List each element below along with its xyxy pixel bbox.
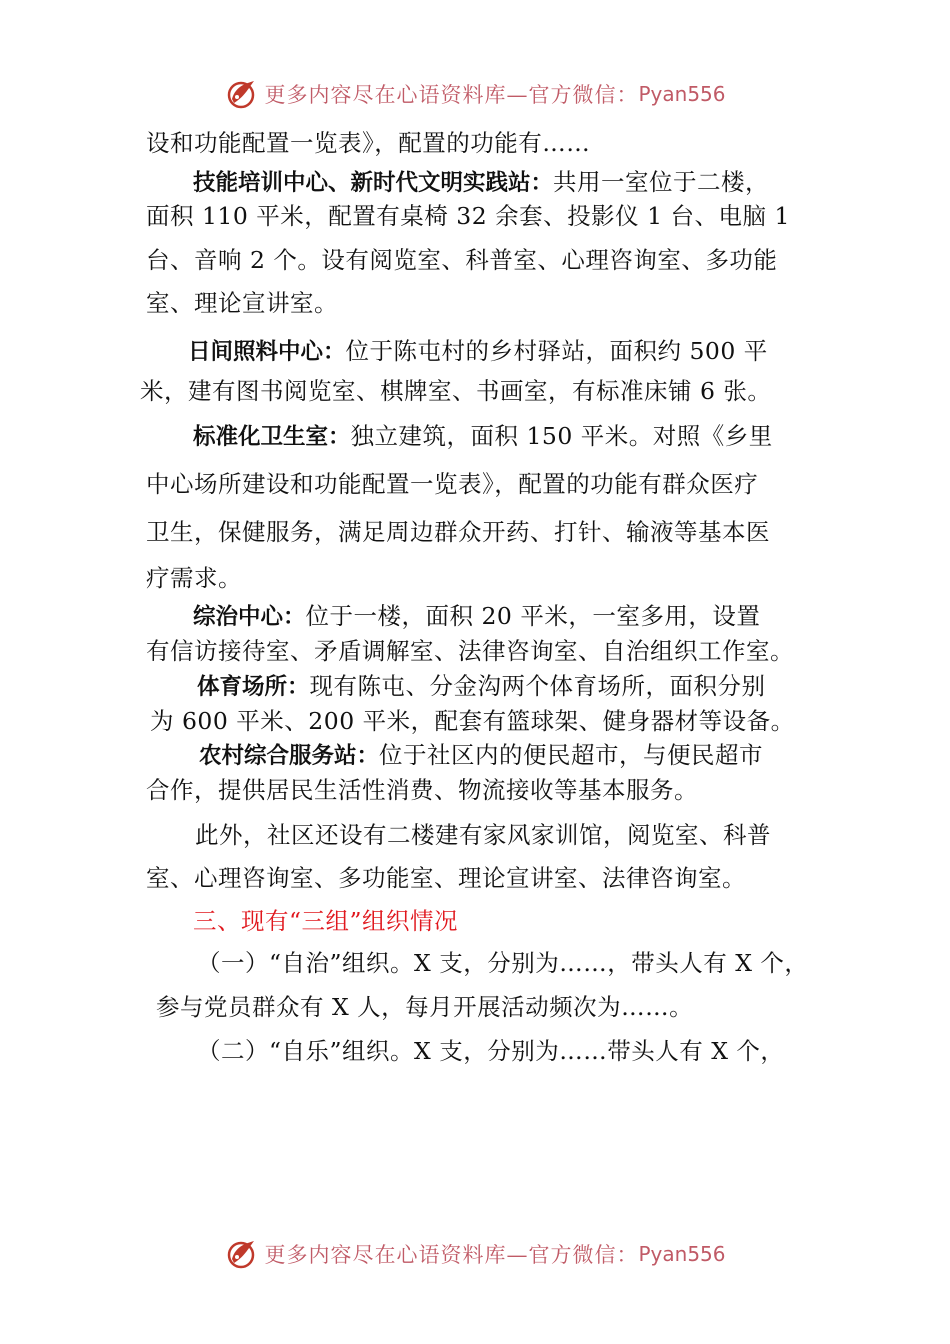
watermark-text: 更多内容尽在心语资料库—官方微信：	[264, 1243, 639, 1267]
text-run: 共用一室位于二楼，	[553, 168, 770, 196]
text-line	[188, 336, 768, 367]
leaf-swirl-logo-icon	[224, 77, 258, 111]
text-line: （一）“自治”组织。X 支，分别为……，带头人有 X 个，	[197, 949, 809, 977]
text-run: 独立建筑，面积 150 平米。对照《乡里	[350, 422, 773, 450]
text-line: 有信访接待室、矛盾调解室、法律咨询室、自治组织工作室。	[146, 637, 794, 665]
text-line: 合作，提供居民生活性消费、物流接收等基本服务。	[146, 776, 698, 804]
text-run: 位于一楼，面积 20 平米，一室多用，设置	[305, 602, 761, 630]
section-label: 日间照料中心：	[188, 339, 346, 365]
text-line: 面积 110 平米，配置有桌椅 32 余套、投影仪 1 台、电脑 1	[146, 202, 790, 230]
text-line: 参与党员群众有 X 人，每月开展活动频次为……。	[156, 993, 694, 1021]
text-run: 位于陈屯村的乡村驿站，面积约 500 平	[345, 337, 768, 365]
section-label: 农村综合服务站：	[199, 743, 380, 769]
text-line: 疗需求。	[146, 564, 242, 592]
watermark-text: 更多内容尽在心语资料库—官方微信：	[264, 83, 639, 107]
text-line: 卫生，保健服务，满足周边群众开药、打针、输液等基本医	[146, 518, 770, 546]
section-heading: 三、现有“三组”组织情况	[193, 907, 459, 935]
text-line: 室、理论宣讲室。	[146, 289, 338, 317]
leaf-swirl-logo-icon	[224, 1237, 258, 1271]
text-line: 米，建有图书阅览室、棋牌室、书画室，有标准床铺 6 张。	[140, 377, 772, 405]
watermark-wechat-id: Pyan556	[638, 1242, 726, 1266]
text-run: 现有陈屯、分金沟两个体育场所，面积分别	[309, 672, 766, 700]
text-line: 室、心理咨询室、多功能室、理论宣讲室、法律咨询室。	[146, 864, 746, 892]
text-line: （二）“自乐”组织。X 支，分别为……带头人有 X 个，	[197, 1037, 785, 1065]
watermark-footer	[0, 1234, 950, 1274]
text-line	[197, 671, 766, 702]
text-line	[193, 421, 773, 452]
section-label: 技能培训中心、新时代文明实践站：	[193, 170, 554, 196]
text-line: 中心场所建设和功能配置一览表》，配置的功能有群众医疗	[146, 470, 759, 498]
section-label: 综治中心：	[193, 604, 306, 630]
text-line: 台、音响 2 个。设有阅览室、科普室、心理咨询室、多功能	[146, 246, 778, 274]
text-line	[199, 740, 763, 771]
text-line	[193, 167, 769, 198]
text-run: 位于社区内的便民超市，与便民超市	[379, 741, 764, 769]
text-line: 此外，社区还设有二楼建有家风家训馆，阅览室、科普	[195, 821, 771, 849]
section-label: 体育场所：	[197, 674, 310, 700]
watermark-header	[0, 74, 950, 114]
watermark-wechat-id: Pyan556	[638, 82, 726, 106]
text-line: 设和功能配置一览表》，配置的功能有……	[146, 129, 591, 157]
text-line	[193, 601, 760, 632]
text-line: 为 600 平米、200 平米，配套有篮球架、健身器材等设备。	[150, 707, 795, 735]
section-label: 标准化卫生室：	[193, 424, 351, 450]
